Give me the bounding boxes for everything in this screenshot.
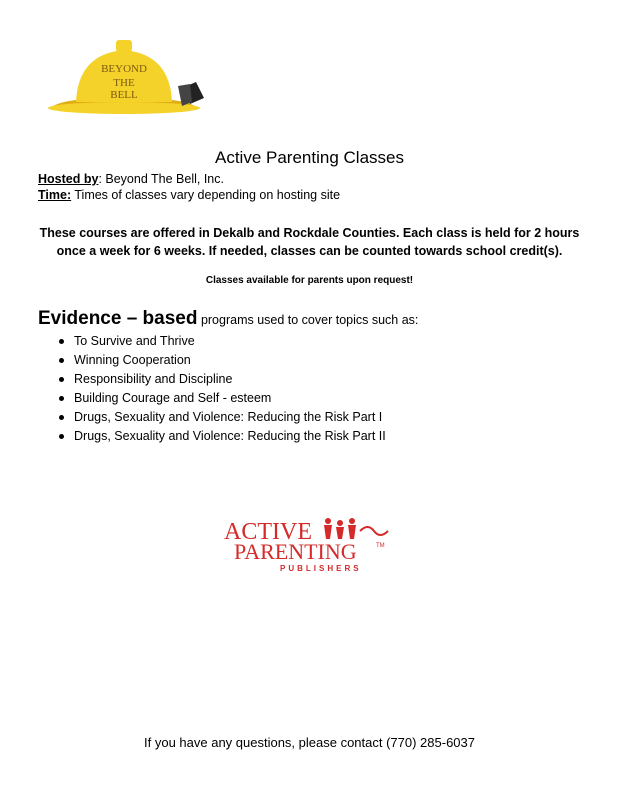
availability-note: Classes available for parents upon request! [205,275,414,286]
topic-item: Building Courage and Self - esteem [38,389,386,408]
bullet-icon [59,358,64,363]
bullet-icon [59,339,64,344]
bullet-icon [59,396,64,401]
topic-item: Winning Cooperation [38,351,386,370]
book-icon [178,82,204,106]
course-description-line-2: once a week for 6 weeks. If needed, classes can be counted towards school credit(s). [56,244,563,258]
evidence-heading-rest: programs used to cover topics such as: [197,313,419,327]
time-value: Times of classes vary depending on hosting site [71,188,341,202]
evidence-heading-bold: Evidence – based [38,308,198,329]
course-description [20,224,599,260]
evidence-heading [38,308,418,330]
page-title: Active Parenting Classes [215,148,404,167]
beyond-the-bell-logo [38,36,210,116]
hosted-by-label: Hosted by [38,172,99,186]
contact-line: If you have any questions, please contact (770) 285-6037 [144,735,475,750]
topic-item: To Survive and Thrive [38,332,386,351]
time-line [38,188,340,202]
bullet-icon [59,415,64,420]
logo-word-3: BELL [110,89,138,101]
logo-publishers-text: PUBLISHERS [280,564,362,573]
logo-word-2: THE [113,77,135,89]
bullet-icon [59,434,64,439]
family-figures-icon [324,518,388,539]
time-label: Time: [38,188,72,202]
topic-item: Drugs, Sexuality and Violence: Reducing the Risk Part II [38,427,386,446]
hosted-by-line [38,172,224,186]
topic-item: Drugs, Sexuality and Violence: Reducing the Risk Part I [38,408,386,427]
logo-tm-text: TM [376,543,385,549]
bullet-icon [59,377,64,382]
topic-list [38,332,386,446]
hosted-by-value: : Beyond The Bell, Inc. [98,172,224,186]
logo-word-1: BEYOND [101,63,147,75]
logo-parenting-text: PARENTING [234,539,357,564]
topic-item: Responsibility and Discipline [38,370,386,389]
active-parenting-logo [222,515,397,575]
course-description-line-1: These courses are offered in Dekalb and Rockdale Counties. Each class is held for 2 hours [39,226,580,240]
logo-active-text: ACTIVE [224,519,312,545]
